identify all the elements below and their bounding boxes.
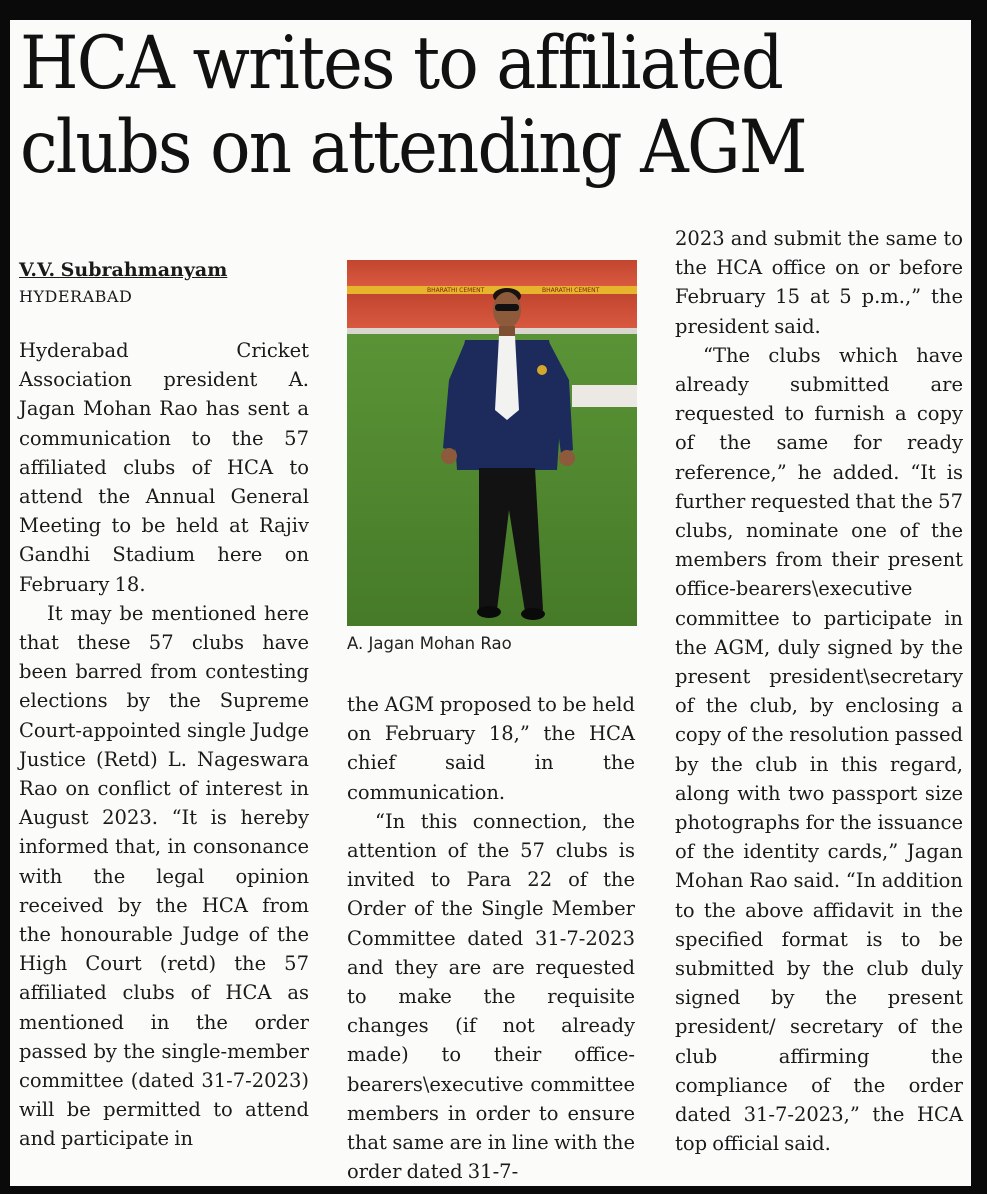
byline: V.V. Subrahmanyam	[19, 259, 228, 281]
paragraph: “In this connection, the attention of the 57 clubs is invited to Para 22 of the Order of the Single Member Committee dated 31-7-2023 and they are are requested to make the requisite changes (if not already made) to their office-bearers\executive committee members in order to ensure that same are in line with the order dated 31-7-	[347, 809, 635, 1184]
banner-text: BHARATHI CEMENT	[427, 287, 485, 294]
article-photo	[347, 260, 637, 626]
dateline: HYDERABAD	[19, 287, 133, 306]
photo-caption: A. Jagan Mohan Rao	[347, 634, 512, 653]
paragraph: 2023 and submit the same to the HCA office on or before February 15 at 5 p.m.,” the president said.	[675, 227, 963, 338]
headline	[20, 22, 885, 190]
paragraph: It may be mentioned here that these 57 clubs have been barred from contesting elections by the Supreme Court-appointed single Judge Justice (Retd) L. Nageswara Rao on conflict of interest in August 2023. “It is hereby informed that, in consonance with the legal opinion received by the HCA from the honourable Judge of the High Court (retd) the 57 affiliated clubs of HCA as mentioned in the order passed by the single-member committee (dated 31-7-2023) will be permitted to attend and participate in	[19, 601, 309, 1151]
article-column-3	[675, 224, 963, 1159]
newspaper-clipping	[10, 20, 971, 1186]
headline-line-1: HCA writes to affiliated	[20, 21, 782, 106]
paragraph: the AGM proposed to be held on February 18,” the HCA chief said in the communication.	[347, 693, 635, 804]
article-column-1	[19, 256, 309, 1154]
banner-text: BHARATHI CEMENT	[542, 287, 600, 294]
paragraph: “The clubs which have already submitted are requested to furnish a copy of the same for ready reference,” he added. “It is further requested that the 57 clubs, nominate one of the members from their present office-bearers\executive committee to participate in the AGM, duly signed by the present president\secretary of the club, by enclosing a copy of the resolution passed by the club in this regard, along with two passport size photographs for the issuance of the identity cards,” Jagan Mohan Rao said. “In addition to the above affidavit in the specified format is to be submitted by the club duly signed by the present president/ secretary of the club affirming the compliance of the order dated 31-7-2023,” the HCA top official said.	[675, 343, 963, 1156]
article-column-2	[347, 690, 635, 1186]
paragraph: Hyderabad Cricket Association president A. Jagan Mohan Rao has sent a communication to the 57 affiliated clubs of HCA to attend the Annual General Meeting to be held at Rajiv Gandhi Stadium here on February 18.	[19, 339, 309, 596]
headline-line-2: clubs on attending AGM	[20, 105, 806, 190]
